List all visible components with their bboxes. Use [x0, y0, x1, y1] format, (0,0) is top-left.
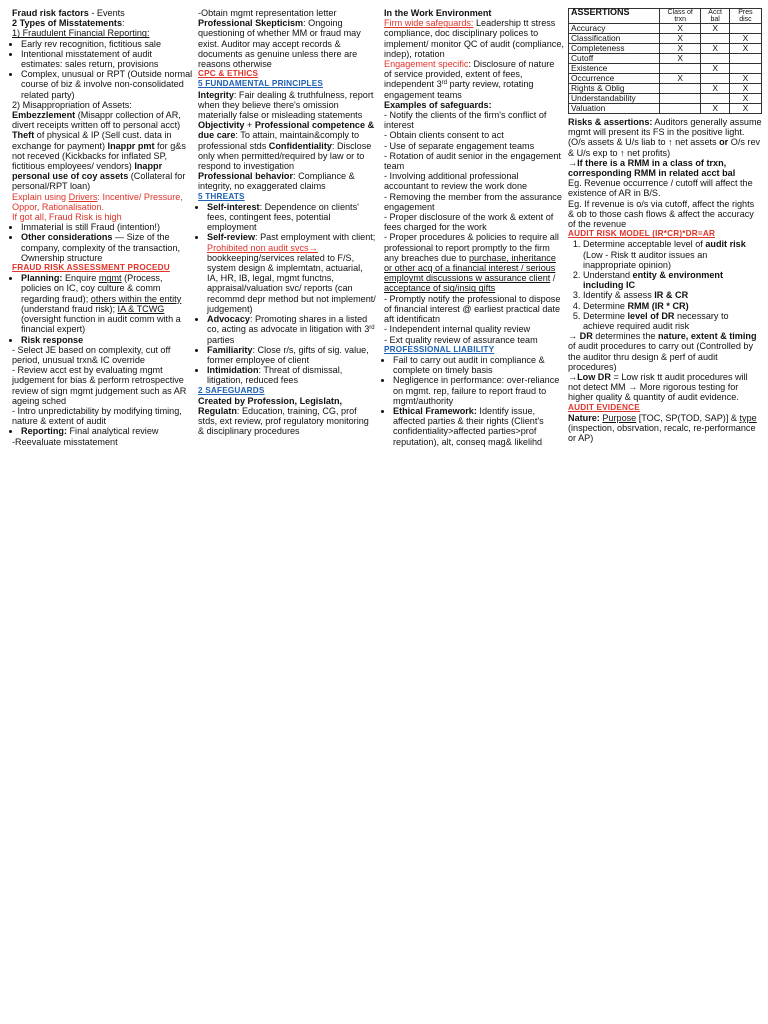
table-cell: X: [729, 74, 761, 84]
table-header-cell: Acct bal: [701, 9, 730, 24]
column-fraud-risk: [12, 8, 194, 447]
list-item: • Reporting: Final analytical review: [21, 426, 194, 436]
list-item: 3. Identify & assess IR & CR: [583, 290, 762, 300]
safeguards-profession-text: Created by Profession, Legislatn, Regulatn: Education, training, CG, prof stds, ext review, prof regulatory monitoring & disciplinary procedures: [198, 395, 369, 437]
list-item: • Negligence in performance: over-reliance on mgmt. rep, failure to report fraud to mgmt/authority: [393, 375, 564, 406]
table-cell: X: [701, 64, 730, 74]
example-line: - Proper disclosure of the work & extent of fees charged for the work: [384, 212, 554, 233]
misappropriation-heading: 2) Misappropriation of Assets:: [12, 99, 132, 110]
list-item: • Risk response: [21, 335, 194, 345]
table-cell: [729, 24, 761, 34]
table-cell: [660, 84, 701, 94]
list-item: • Familiarity: Close r/s, gifts of sig. value, former employee of client: [207, 345, 376, 365]
table-cell: Valuation: [569, 104, 660, 114]
example-line: Eg. Revenue occurrence / cutoff will affect the existence of AR in B/S.: [568, 178, 753, 199]
examples-heading: Examples of safeguards:: [384, 99, 492, 110]
column-safeguards: [384, 8, 564, 447]
example-line: - Involving additional professional accountant to review the work done: [384, 171, 528, 192]
table-cell: X: [729, 34, 761, 44]
audit-evidence-nature: Nature: Purpose [TOC, SP(TOD, SAP)] & type (inspection, obsrvation, recalc, re-performance or AP): [568, 412, 757, 444]
example-line: - Removing the member from the assurance engagement: [384, 191, 562, 212]
list-item: • Advocacy: Promoting shares in a listed co, acting as advocate in litigation with 3rd parties: [207, 314, 376, 345]
list-item: • Self-interest: Dependence on clients' fees, contingent fees, potential employment: [207, 202, 376, 233]
work-environment-heading: In the Work Environment: [384, 8, 492, 18]
table-cell: Completeness: [569, 44, 660, 54]
risks-assertions-text: Risks & assertions: Auditors generally assume mgmt will present its FS in the positive light. (O/s assets & U/s liab to ↑ net assets or O/s rev & U/s exp to ↑ net profits): [568, 117, 762, 158]
table-cell: X: [729, 44, 761, 54]
table-row: [569, 74, 762, 84]
list-item: • Planning: Enquire mgmt (Process, policies on IC, coy culture & comm regarding fraud); others within the entity (understand fraud risk); IA & TCWG (oversight function in audit comm with a financial expert): [21, 273, 194, 334]
table-header-cell: ASSERTIONS: [569, 9, 660, 24]
table-cell: X: [729, 94, 761, 104]
table-cell: [729, 64, 761, 74]
table-cell: [701, 94, 730, 104]
table-header-cell: Pres disc: [729, 9, 761, 24]
list-item: 5. Determine level of DR necessary to achieve required audit risk: [583, 311, 762, 331]
table-cell: Classification: [569, 34, 660, 44]
professional-skepticism: Professional Skepticism: Ongoing questioning of whether MM or fraud may exist. Auditor may accept records & documents as genuine unless there are reasons otherwise: [198, 18, 361, 70]
table-cell: [701, 54, 730, 64]
table-cell: Understandability: [569, 94, 660, 104]
table-cell: X: [701, 44, 730, 54]
column-assertions: [568, 8, 762, 444]
table-cell: [660, 94, 701, 104]
example-line: - Independent internal quality review: [384, 324, 531, 335]
reevaluate-line: -Reevaluate misstatement: [12, 436, 118, 447]
table-cell: Occurrence: [569, 74, 660, 84]
professional-liability-heading: PROFESSIONAL LIABILITY: [384, 344, 495, 354]
planning-list: [12, 273, 194, 344]
table-cell: X: [729, 104, 761, 114]
list-item: • Early rev recognition, fictitious sale: [21, 39, 194, 49]
example-line: Eg. If revenue is o/s via cutoff, affect the rights & ob to those cash flows & affect the accuracy of the revenue: [568, 198, 755, 230]
engagement-specific: Engagement specific: Disclosure of nature of service provided, extent of fees, independent 3rd party review, rotating engagement teams: [384, 59, 555, 100]
list-item: • Fail to carry out audit in compliance & complete on timely basis: [393, 355, 564, 375]
table-cell: X: [660, 74, 701, 84]
risk-response-line: - Select JE based on complexity, cut off period, unusual trxn& IC override: [12, 344, 171, 365]
drivers-note: Explain using Drivers: Incentive/ Pressure, Oppor, Rationalisation.: [12, 191, 183, 212]
integrity-text: Integrity: Fair dealing & truthfulness, report when they believe there's omission materially false or misleading statements: [198, 89, 374, 121]
table-row: [569, 34, 762, 44]
table-row: [569, 44, 762, 54]
table-row: [569, 84, 762, 94]
table-cell: Existence: [569, 64, 660, 74]
low-dr-note: →Low DR = Low risk tt audit procedures will not detect MM → More rigorous testing for higher quality & quantity of audit evidence.: [568, 372, 748, 403]
cpc-ethics-heading: CPC & ETHICS: [198, 69, 259, 79]
table-cell: X: [701, 104, 730, 114]
professional-behavior-text: Professional behavior: Compliance & integrity, no exaggerated claims: [198, 171, 355, 192]
example-line: - Use of separate engagement teams: [384, 140, 535, 151]
fraud-risk-factors: Fraud risk factors - Events: [12, 8, 125, 18]
misappropriation-text: Embezzlement (Misappr collection of AR, divert receipts written off to personal acct) Theft of physical & IP (Sell cust. data in exchange for payment) Inappr pmt for g&s not receved (Kickbacks for inflated SP, fictitious employees/ vendors) Inappr personal use of coy assets (Collateral for personal/RPT loan): [12, 110, 186, 192]
table-row: [569, 64, 762, 74]
safeguards-heading: 2 SAFEGUARDS: [198, 385, 265, 395]
assertions-table: [568, 8, 762, 114]
table-row: [569, 54, 762, 64]
objectivity-text: Objectivity + Professional competence & due care: To attain, maintain&comply to professional stds Confidentiality: Disclose only when permitted/required by law or to respond to investigation: [198, 120, 375, 172]
table-header-cell: Class of trxn: [660, 9, 701, 24]
example-line: - Promptly notify the professional to dispose of financial interest @ earliest practical date aft identificatn: [384, 293, 561, 325]
table-cell: Cutoff: [569, 54, 660, 64]
fraudulent-reporting-list: [12, 39, 194, 100]
audit-evidence-heading: AUDIT EVIDENCE: [568, 402, 640, 412]
list-item: • Immaterial is still Fraud (intention!): [21, 222, 194, 232]
fundamental-principles-heading: 5 FUNDAMENTAL PRINCIPLES: [198, 79, 324, 89]
types-of-misstatements: 2 Types of Misstatements:: [12, 18, 125, 29]
table-cell: X: [701, 84, 730, 94]
table-row: [569, 94, 762, 104]
list-item: • Self-review: Past employment with client; Prohibited non audit svcs→ bookkeeping/services related to F/S, system design & implemtatn, actuarial, IA, HR, IB, legal, mgmt functns, appraisal/valuation svc/ reports (can recommd depr method but not implement/ judgement): [207, 232, 376, 314]
fraudulent-reporting-heading: 1) Fraudulent Financial Reporting:: [12, 28, 150, 39]
table-cell: X: [660, 24, 701, 34]
table-header-row: [569, 9, 762, 24]
risk-response-line: - Intro unpredictability by modifying timing, nature & extent of audit: [12, 405, 182, 427]
table-cell: X: [660, 44, 701, 54]
liability-list: [384, 355, 564, 447]
column-ethics: [198, 8, 376, 437]
table-cell: [701, 34, 730, 44]
example-line: - Obtain clients consent to act: [384, 130, 504, 141]
table-row: [569, 24, 762, 34]
dr-note: → DR determines the nature, extent & timing of audit procedures to carry out (Controlled by the auditor thru design & perf of audit procedures): [568, 331, 757, 372]
list-item: 2. Understand entity & environment including IC: [583, 270, 762, 290]
table-cell: [701, 74, 730, 84]
example-line: - Rotation of audit senior in the engagement team: [384, 150, 561, 172]
firm-wide-safeguards: Firm wide safeguards: Leadership tt stress compliance, doc disciplinary polices to implement/ monitor QC of audit (compliance, indep), rotation: [384, 18, 564, 59]
reporting-list: [12, 426, 194, 436]
audit-risk-model-heading: AUDIT RISK MODEL (IR*CR)*DR=AR: [568, 229, 716, 239]
list-item: 1. Determine acceptable level of audit risk (Low - Risk tt auditor issues an inappropriate opinion): [583, 239, 762, 270]
fraud-notes-list: [12, 222, 194, 263]
example-line: - Notify the clients of the firm's conflict of interest: [384, 110, 547, 131]
table-cell: X: [729, 84, 761, 94]
rmm-class-note: →If there is a RMM in a class of trxn, corresponding RMM in related acct bal: [568, 157, 736, 179]
threats-heading: 5 THREATS: [198, 191, 245, 201]
table-cell: [660, 104, 701, 114]
fraud-risk-assessment-heading: FRAUD RISK ASSESSMENT PROCEDU: [12, 263, 170, 273]
risk-response-line: - Review acct est by evaluating mgmt judgement for bias & perform retrospective review of sign mgmt judgement such as AR ageing sched: [12, 365, 187, 406]
table-cell: X: [660, 34, 701, 44]
table-row: [569, 104, 762, 114]
table-cell: Rights & Oblig: [569, 84, 660, 94]
list-item: • Intentional misstatement of audit estimates: sales return, provisions: [21, 49, 194, 69]
audit-risk-steps: [568, 239, 762, 331]
example-line: - Ext quality review of assurance team: [384, 334, 538, 345]
list-item: • Other considerations — Size of the company, complexity of the transaction, Ownership structure: [21, 232, 194, 263]
table-cell: X: [660, 54, 701, 64]
table-cell: X: [701, 24, 730, 34]
list-item: • Intimidation: Threat of dismissal, litigation, reduced fees: [207, 365, 376, 385]
threats-list: [198, 202, 376, 386]
list-item: 4. Determine RMM (IR * CR): [583, 301, 762, 311]
table-cell: Accuracy: [569, 24, 660, 34]
fraud-risk-high-note: If got all, Fraud Risk is high: [12, 212, 122, 223]
table-cell: [660, 64, 701, 74]
example-line: - Proper procedures & policies to require all professional to report promptly to the firm any breaches due to purchase, inheritance or other acq of a financial interest / serious employmt discussions w assurance client / acceptance of sig/insig gifts: [384, 232, 559, 294]
representation-letter-line: -Obtain mgmt representation letter: [198, 8, 337, 18]
list-item: • Complex, unusual or RPT (Outside normal course of biz & involve non-consolidated related party): [21, 69, 194, 100]
list-item: • Ethical Framework: Identify issue, affected parties & their rights (Client's confidentiality>affected parties>prof reputation), alt, conseq mag& likelihd: [393, 406, 564, 447]
table-cell: [729, 54, 761, 64]
